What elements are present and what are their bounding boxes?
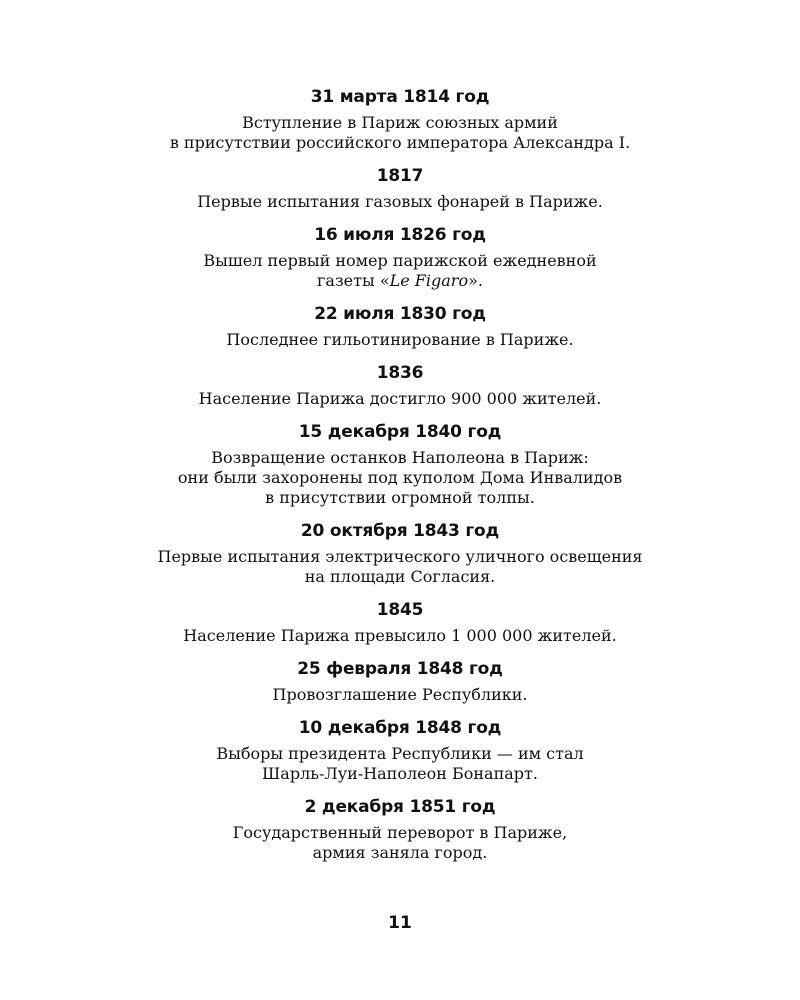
entry-description: [0, 626, 800, 646]
entry-date: 1817: [376, 166, 424, 186]
entry-date: 15 декабря 1840 год: [298, 422, 502, 442]
timeline-entry: [0, 86, 800, 153]
newspaper-title: Le Figaro: [389, 271, 469, 290]
description-line: Первые испытания электрического уличного освещения: [157, 547, 643, 566]
timeline-entry: [0, 303, 800, 350]
entry-description: [0, 448, 800, 508]
description-line: на площади Согласия.: [304, 567, 496, 586]
timeline-entry: [0, 658, 800, 705]
entry-date: 22 июля 1830 год: [314, 304, 486, 324]
entry-date: 2 декабря 1851 год: [304, 797, 496, 817]
timeline-entry: [0, 796, 800, 863]
description-line: Вышел первый номер парижской ежедневной: [203, 251, 597, 270]
description-line: в присутствии российского императора Александра I.: [169, 133, 631, 152]
entry-date: 1836: [376, 363, 424, 383]
text-prefix: газеты «: [317, 271, 390, 290]
description-line: Последнее гильотинирование в Париже.: [226, 330, 574, 349]
entry-description: [0, 389, 800, 409]
entry-description: [0, 192, 800, 212]
chronology-page: [0, 86, 800, 875]
description-line: Первые испытания газовых фонарей в Париже.: [197, 192, 603, 211]
entry-description: [0, 685, 800, 705]
entry-description: [0, 547, 800, 587]
description-line: в присутствии огромной толпы.: [265, 488, 535, 507]
description-line: Население Парижа достигло 900 000 жителей.: [198, 389, 602, 408]
timeline-entry: [0, 599, 800, 646]
description-line: Шарль-Луи-Наполеон Бонапарт.: [262, 764, 538, 783]
entry-description: [0, 744, 800, 784]
timeline-entry: [0, 362, 800, 409]
timeline-entry: [0, 520, 800, 587]
description-line: Выборы президента Республики — им стал: [216, 744, 584, 763]
timeline-entry: [0, 421, 800, 508]
entry-description: [0, 330, 800, 350]
description-line-with-italic: [0, 271, 800, 291]
entry-date: 10 декабря 1848 год: [298, 718, 502, 738]
timeline-entry: [0, 224, 800, 291]
timeline-entry: [0, 165, 800, 212]
description-line: Возвращение останков Наполеона в Париж:: [211, 448, 589, 467]
entry-date: 25 февраля 1848 год: [297, 659, 503, 679]
entry-date: 31 марта 1814 год: [310, 87, 490, 107]
description-line: они были захоронены под куполом Дома Инвалидов: [177, 468, 623, 487]
entry-date: 20 октября 1843 год: [300, 521, 500, 541]
description-line: Государственный переворот в Париже,: [232, 823, 568, 842]
description-line: армия заняла город.: [312, 843, 488, 862]
entry-description: [0, 113, 800, 153]
page-number: 11: [388, 913, 412, 933]
description-line: Вступление в Париж союзных армий: [242, 113, 558, 132]
entry-date: 16 июля 1826 год: [314, 225, 486, 245]
entry-date: 1845: [376, 600, 424, 620]
entry-description: [0, 251, 800, 291]
text-suffix: ».: [468, 271, 483, 290]
entry-description: [0, 823, 800, 863]
description-line: Провозглашение Республики.: [272, 685, 528, 704]
timeline-entry: [0, 717, 800, 784]
description-line: Население Парижа превысило 1 000 000 жителей.: [183, 626, 617, 645]
